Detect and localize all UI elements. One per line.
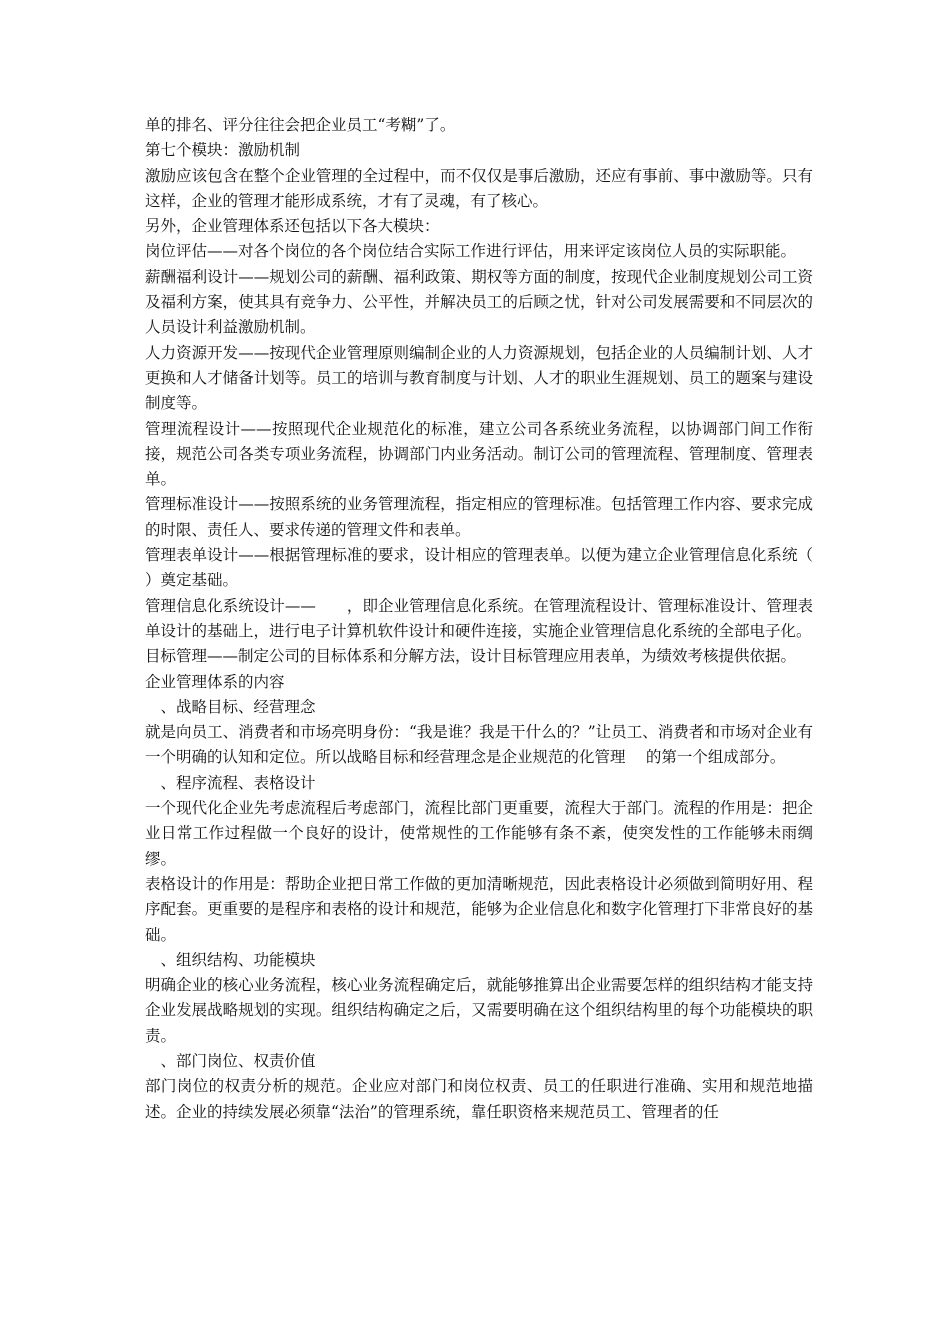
paragraph-process-design: 管理流程设计——按照现代企业规范化的标准，建立公司各系统业务流程，以协调部门间工作衔接，规范公司各类专项业务流程，协调部门内业务活动。制订公司的管理流程、管理制度、管理表单。	[145, 419, 813, 489]
paragraph-compensation-design: 薪酬福利设计——规划公司的薪酬、福利政策、期权等方面的制度，按现代企业制度规划公司工资及福利方案，使其具有竞争力、公平性，并解决员工的后顾之忧，针对公司发展需要和不同层次的人员设计利益激励机制。	[145, 267, 813, 337]
paragraph-department-positions: 部门岗位的权责分析的规范。企业应对部门和岗位权责、员工的任职进行准确、实用和规范地描述。企业的持续发展必须靠“法治”的管理系统，靠任职资格来规范员工、管理者的任	[145, 1077, 813, 1121]
paragraph-position-evaluation: 岗位评估——对各个岗位的各个岗位结合实际工作进行评估，用来评定该岗位人员的实际职能。	[145, 242, 797, 261]
heading-module-seven: 第七个模块：激励机制	[145, 141, 301, 160]
paragraph-organization: 明确企业的核心业务流程，核心业务流程确定后，就能够推算出企业需要怎样的组织结构才能支持企业发展战略规划的实现。组织结构确定之后，又需要明确在这个组织结构里的每个功能模块的职责。	[145, 976, 813, 1045]
paragraph-incentive: 激励应该包含在整个企业管理的全过程中，而不仅仅是事后激励，还应有事前、事中激励等。只有这样，企业的管理才能形成系统，才有了灵魂，有了核心。	[145, 166, 813, 210]
subheading-process-forms: 、程序流程、表格设计	[145, 773, 316, 792]
paragraph-objective-management: 目标管理——制定公司的目标体系和分解方法，设计目标管理应用表单，为绩效考核提供依据。	[145, 647, 797, 666]
subheading-strategy: 、战略目标、经营理念	[145, 697, 316, 716]
subheading-organization: 、组织结构、功能模块	[145, 950, 316, 969]
paragraph-ranking-continuation: 单的排名、评分往往会把企业员工“考糊”了。	[145, 116, 456, 134]
paragraph-forms: 表格设计的作用是：帮助企业把日常工作做的更加清晰规范，因此表格设计必须做到简明好用、程序配套。更重要的是程序和表格的设计和规范，能够为企业信息化和数字化管理打下非常良好的基础。	[145, 874, 813, 944]
paragraph-strategy: 就是向员工、消费者和市场亮明身份：“我是谁？我是干什么的？”让员工、消费者和市场对企业有一个明确的认知和定位。所以战略目标和经营理念是企业规范的化管理 的第一个组成部分。	[145, 723, 813, 767]
paragraph-process: 一个现代化企业先考虑流程后考虑部门，流程比部门更重要，流程大于部门。流程的作用是：把企业日常工作过程做一个良好的设计，使常规性的工作能够有条不紊，使突发性的工作能够未雨绸缪。	[145, 799, 813, 868]
paragraph-standard-design: 管理标准设计——按照系统的业务管理流程，指定相应的管理标准。包括管理工作内容、要求完成的时限、责任人、要求传递的管理文件和表单。	[145, 495, 813, 539]
paragraph-form-design: 管理表单设计——根据管理标准的要求，设计相应的管理表单。以便为建立企业管理信息化系统（ ）奠定基础。	[145, 546, 845, 590]
paragraph-info-system-design: 管理信息化系统设计—— ，即企业管理信息化系统。在管理流程设计、管理标准设计、管理表单设计的基础上，进行电子计算机软件设计和硬件连接，实施企业管理信息化系统的全部电子化。	[145, 596, 813, 640]
document-body	[145, 113, 845, 1125]
subheading-department-positions: 、部门岗位、权责价值	[145, 1051, 316, 1070]
heading-system-content: 企业管理体系的内容	[145, 672, 285, 691]
paragraph-other-modules-intro: 另外，企业管理体系还包括以下各大模块：	[145, 217, 440, 236]
paragraph-hr-development: 人力资源开发——按现代企业管理原则编制企业的人力资源规划，包括企业的人员编制计划、人才更换和人才储备计划等。员工的培训与教育制度与计划、人才的职业生涯规划、员工的题案与建设制度等。	[145, 343, 813, 413]
